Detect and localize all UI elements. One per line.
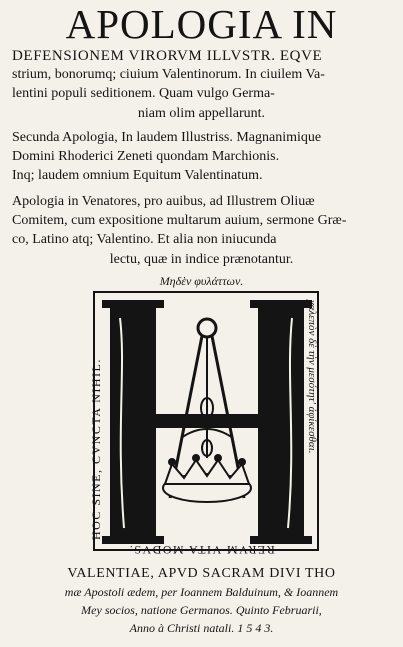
subtitle-line-4: niam olim appellarunt. xyxy=(137,106,266,121)
emblem-right-motto: χαλεπὸν δὲ τὴν μεσότητ' ἀφίκεσθαι. xyxy=(306,300,318,454)
imprint-line-4: Anno à Christi natali. 1 5 4 3. xyxy=(129,621,274,635)
subtitle-line-2: strium, bonorumq; ciuium Valentinorum. In ciuilem Va- xyxy=(12,67,325,82)
third-apology-line-4: lectu, quæ in indice prænotantur. xyxy=(109,252,294,267)
emblem-greek-motto: Μηδὲν φυλάττων. xyxy=(159,274,244,288)
second-apology-line-2: Domini Rhoderici Zeneti quondam Marchionis. xyxy=(12,149,280,164)
imprint-line-2: mæ Apostoli ædem, per Ioannem Balduinum, & Ioannem xyxy=(64,585,339,599)
second-apology-line-3: Inq; laudem omnium Equitum Valentinatum. xyxy=(12,168,263,183)
subtitle-line-3: lentini populi seditionem. Quam vulgo Germa- xyxy=(12,86,275,101)
imprint-line-3: Mey socios, natione Germanos. Quinto Februarii, xyxy=(81,603,322,617)
imprint-line-1: VALENTIAE, APVD SACRAM DIVI THO xyxy=(67,566,336,581)
main-title: APOLOGIA IN xyxy=(65,1,338,47)
third-apology-line-1: Apologia in Venatores, pro auibus, ad Illustrem Oliuæ xyxy=(12,194,315,209)
printer-emblem-image xyxy=(86,288,326,556)
emblem-bottom-motto: RERVM VITA MODVS. xyxy=(128,543,275,557)
emblem-left-motto: HOC SINE, CVNCTA NIHIL. xyxy=(89,358,103,540)
third-apology-line-2: Comitem, cum expositione multarum auium, sermone Græ- xyxy=(12,213,347,228)
h-left-pillar xyxy=(110,302,156,542)
h-right-pillar xyxy=(258,302,304,542)
third-apology-line-3: co, Latino atq; Valentino. Et alia non iniucunda xyxy=(12,232,277,247)
second-apology-line-1: Secunda Apologia, In laudem Illustriss. Magnanimique xyxy=(12,130,322,145)
subtitle-line-1: DEFENSIONEM VIRORVM ILLVSTR. EQVE xyxy=(12,48,323,64)
